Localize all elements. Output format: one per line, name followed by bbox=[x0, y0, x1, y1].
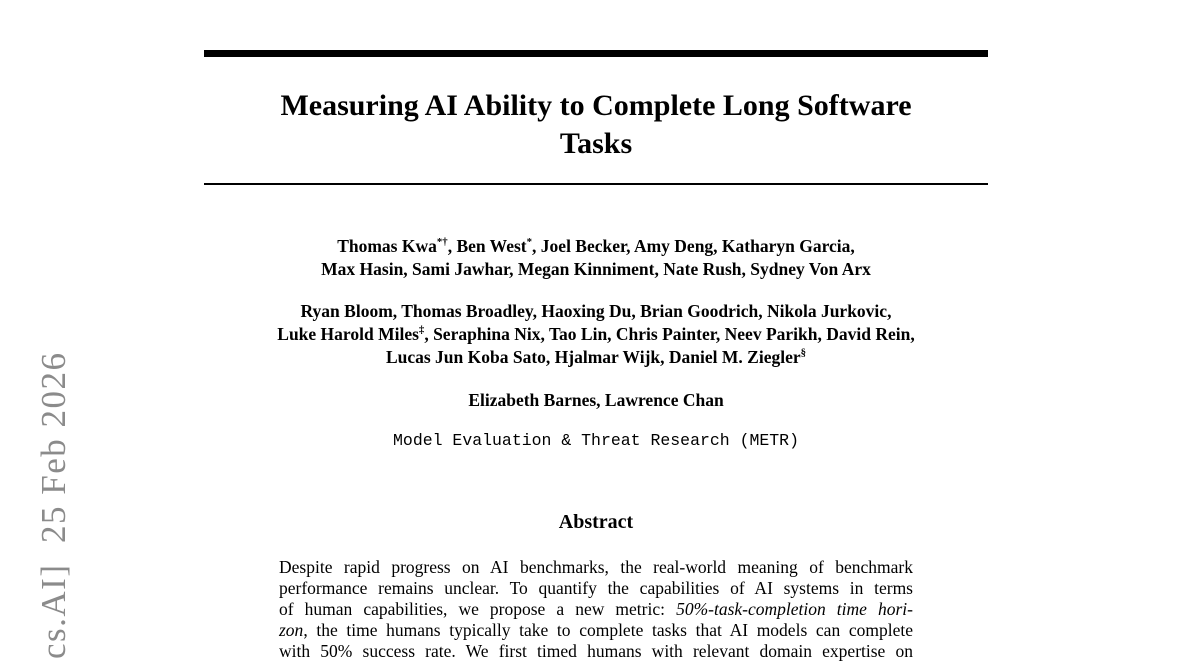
paper-title bbox=[204, 87, 988, 163]
abstract-metric-term: 50%-task-completion time hori- bbox=[676, 599, 913, 619]
abstract-line: Despite rapid progress on AI benchmarks, the real-world meaning of benchmark bbox=[279, 557, 913, 577]
title-rule bbox=[204, 183, 988, 185]
author-name: , Seraphina Nix, Tao Lin, Chris Painter, Neev Parikh, David Rein, bbox=[424, 324, 915, 344]
author-name: , Joel Becker, Amy Deng, Katharyn Garcia, bbox=[532, 236, 855, 256]
paper-title-line2: Tasks bbox=[559, 127, 633, 160]
author-line: Ryan Bloom, Thomas Broadley, Haoxing Du, Brian Goodrich, Nikola Jurkovic, bbox=[300, 301, 892, 321]
author-line: Max Hasin, Sami Jawhar, Megan Kinniment, Nate Rush, Sydney Von Arx bbox=[321, 259, 871, 279]
author-superscript: *† bbox=[436, 236, 448, 249]
author-line bbox=[204, 235, 988, 258]
abstract-text: , the time humans typically take to complete tasks that AI models can complete bbox=[303, 620, 913, 640]
abstract-paragraph bbox=[279, 557, 913, 662]
author-line: Elizabeth Barnes, Lawrence Chan bbox=[468, 390, 724, 410]
author-line bbox=[204, 323, 988, 346]
abstract-line-clipped: with 50% success rate. We first timed humans with relevant domain expertise on bbox=[279, 641, 913, 661]
author-block-2 bbox=[204, 300, 988, 369]
author-name: Thomas Kwa bbox=[337, 236, 437, 256]
paper-title-line1: Measuring AI Ability to Complete Long Software bbox=[280, 89, 912, 122]
abstract-line bbox=[279, 599, 913, 620]
author-name: Lucas Jun Koba Sato, Hjalmar Wijk, Daniel M. Ziegler bbox=[385, 347, 801, 367]
author-superscript: § bbox=[800, 347, 807, 360]
abstract-line: performance remains unclear. To quantify the capabilities of AI systems in terms bbox=[279, 578, 913, 598]
abstract-line bbox=[279, 620, 913, 641]
author-superscript: ‡ bbox=[418, 324, 425, 337]
affiliation-line: Model Evaluation & Threat Research (METR) bbox=[393, 431, 799, 450]
abstract-text: of human capabilities, we propose a new metric: bbox=[279, 599, 677, 619]
author-block-3 bbox=[204, 389, 988, 412]
author-name: , Ben West bbox=[447, 236, 527, 256]
arxiv-stamp: cs.AI] 25 Feb 2026 bbox=[34, 351, 73, 659]
top-rule bbox=[204, 50, 988, 57]
content-column bbox=[204, 0, 988, 662]
author-line bbox=[204, 346, 988, 369]
author-name: Luke Harold Miles bbox=[277, 324, 419, 344]
author-block-1 bbox=[204, 235, 988, 281]
abstract-metric-term: zon bbox=[279, 620, 304, 640]
author-superscript: * bbox=[526, 236, 533, 249]
abstract-heading: Abstract bbox=[558, 511, 634, 533]
